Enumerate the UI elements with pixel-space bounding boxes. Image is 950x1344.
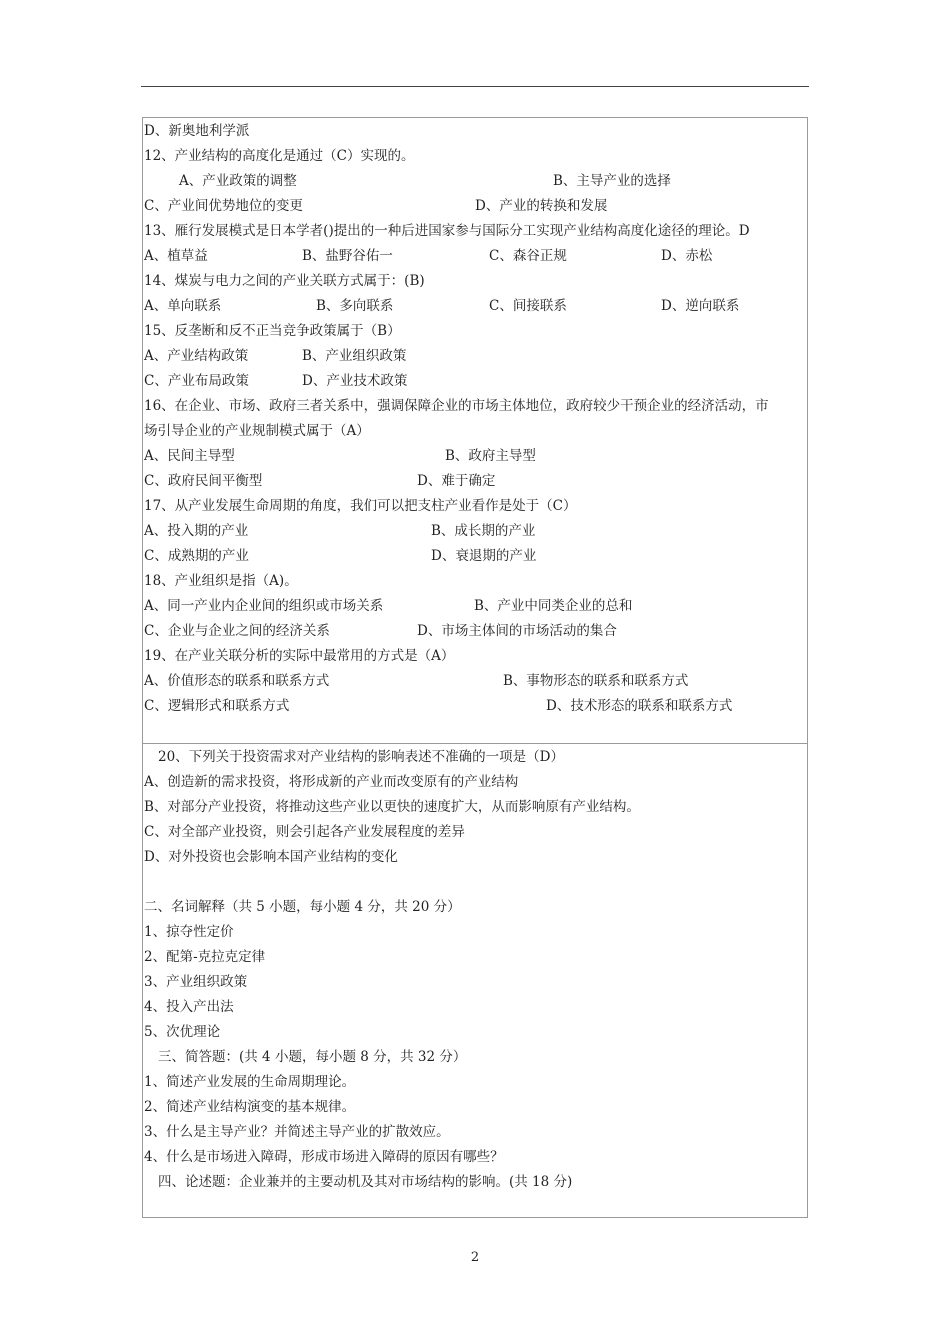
q17-option-b: B、成长期的产业 (431, 523, 536, 539)
question-box-written (142, 743, 808, 1218)
q18-option-d: D、市场主体间的市场活动的集合 (417, 623, 617, 639)
q13-option-b: B、盐野谷佑一 (302, 248, 393, 264)
part2-item: 4、投入产出法 (144, 999, 234, 1015)
q12-stem: 12、产业结构的高度化是通过（C）实现的。 (144, 148, 415, 164)
part3-item: 1、简述产业发展的生命周期理论。 (144, 1074, 356, 1090)
q20-option-a: A、创造新的需求投资，将形成新的产业而改变原有的产业结构 (144, 774, 519, 790)
q18-option-a: A、同一产业内企业间的组织或市场关系 (144, 598, 384, 614)
part2-item: 2、配第-克拉克定律 (144, 949, 266, 965)
q20-option-c: C、对全部产业投资，则会引起各产业发展程度的差异 (144, 824, 465, 840)
part4-title: 四、论述题：企业兼并的主要动机及其对市场结构的影响。(共 18 分) (158, 1174, 573, 1190)
q18-stem: 18、产业组织是指（A)。 (144, 573, 298, 589)
q20-stem: 20、下列关于投资需求对产业结构的影响表述不准确的一项是（D） (158, 749, 565, 765)
q15-option-a: A、产业结构政策 (144, 348, 249, 364)
q16-option-a: A、民间主导型 (144, 448, 235, 464)
part2-item: 5、次优理论 (144, 1024, 221, 1040)
header-rule (141, 86, 809, 87)
q19-option-d: D、技术形态的联系和联系方式 (546, 698, 733, 714)
q19-option-c: C、逻辑形式和联系方式 (144, 698, 290, 714)
q14-option-b: B、多向联系 (316, 298, 394, 314)
part3-item: 3、什么是主导产业？并简述主导产业的扩散效应。 (144, 1124, 450, 1140)
q13-option-d: D、赤松 (661, 248, 713, 264)
q14-option-a: A、单向联系 (144, 298, 222, 314)
q20-option-b: B、对部分产业投资，将推动这些产业以更快的速度扩大，从而影响原有产业结构。 (144, 799, 640, 815)
q16-option-b: B、政府主导型 (445, 448, 536, 464)
q12-option-c: C、产业间优势地位的变更 (144, 198, 303, 214)
part3-item: 2、简述产业结构演变的基本规律。 (144, 1099, 356, 1115)
q20-option-d: D、对外投资也会影响本国产业结构的变化 (144, 849, 398, 865)
q13-option-a: A、植草益 (144, 248, 208, 264)
q17-option-a: A、投入期的产业 (144, 523, 249, 539)
q15-option-d: D、产业技术政策 (302, 373, 408, 389)
q18-option-b: B、产业中同类企业的总和 (474, 598, 633, 614)
page-number: 2 (470, 1250, 480, 1265)
q12-option-a: A、产业政策的调整 (179, 173, 297, 189)
q19-stem: 19、在产业关联分析的实际中最常用的方式是（A） (144, 648, 455, 664)
q18-option-c: C、企业与企业之间的经济关系 (144, 623, 330, 639)
part3-item: 4、什么是市场进入障碍，形成市场进入障碍的原因有哪些？ (144, 1149, 504, 1165)
q12-option-d: D、产业的转换和发展 (475, 198, 608, 214)
q16-option-d: D、难于确定 (417, 473, 496, 489)
q15-option-b: B、产业组织政策 (302, 348, 407, 364)
q16-stem-line1: 16、在企业、市场、政府三者关系中，强调保障企业的市场主体地位，政府较少干预企业的经济活动，市 (144, 398, 769, 414)
q13-option-c: C、森谷正规 (489, 248, 567, 264)
q16-stem-line2: 场引导企业的产业规制模式属于（A） (144, 423, 370, 439)
part2-title: 二、名词解释（共 5 小题，每小题 4 分，共 20 分） (144, 899, 461, 915)
q13-stem: 13、雁行发展模式是日本学者()提出的一种后进国家参与国际分工实现产业结构高度化途径的理论。D (144, 223, 750, 239)
q19-option-b: B、事物形态的联系和联系方式 (503, 673, 689, 689)
part2-item: 3、产业组织政策 (144, 974, 248, 990)
part3-title: 三、简答题：(共 4 小题，每小题 8 分，共 32 分） (158, 1049, 467, 1065)
q14-stem: 14、煤炭与电力之间的产业关联方式属于：(B) (144, 273, 425, 289)
q19-option-a: A、价值形态的联系和联系方式 (144, 673, 330, 689)
q12-option-b: B、主导产业的选择 (553, 173, 671, 189)
q15-option-c: C、产业布局政策 (144, 373, 249, 389)
q11-option-d: D、新奥地利学派 (144, 123, 250, 139)
q16-option-c: C、政府民间平衡型 (144, 473, 263, 489)
q15-stem: 15、反垄断和反不正当竞争政策属于（B） (144, 323, 401, 339)
q14-option-c: C、间接联系 (489, 298, 567, 314)
question-box-choices (142, 117, 808, 744)
q14-option-d: D、逆向联系 (661, 298, 740, 314)
part2-item: 1、掠夺性定价 (144, 924, 234, 940)
q17-option-d: D、衰退期的产业 (431, 548, 537, 564)
q17-option-c: C、成熟期的产业 (144, 548, 249, 564)
q17-stem: 17、从产业发展生命周期的角度，我们可以把支柱产业看作是处于（C） (144, 498, 577, 514)
